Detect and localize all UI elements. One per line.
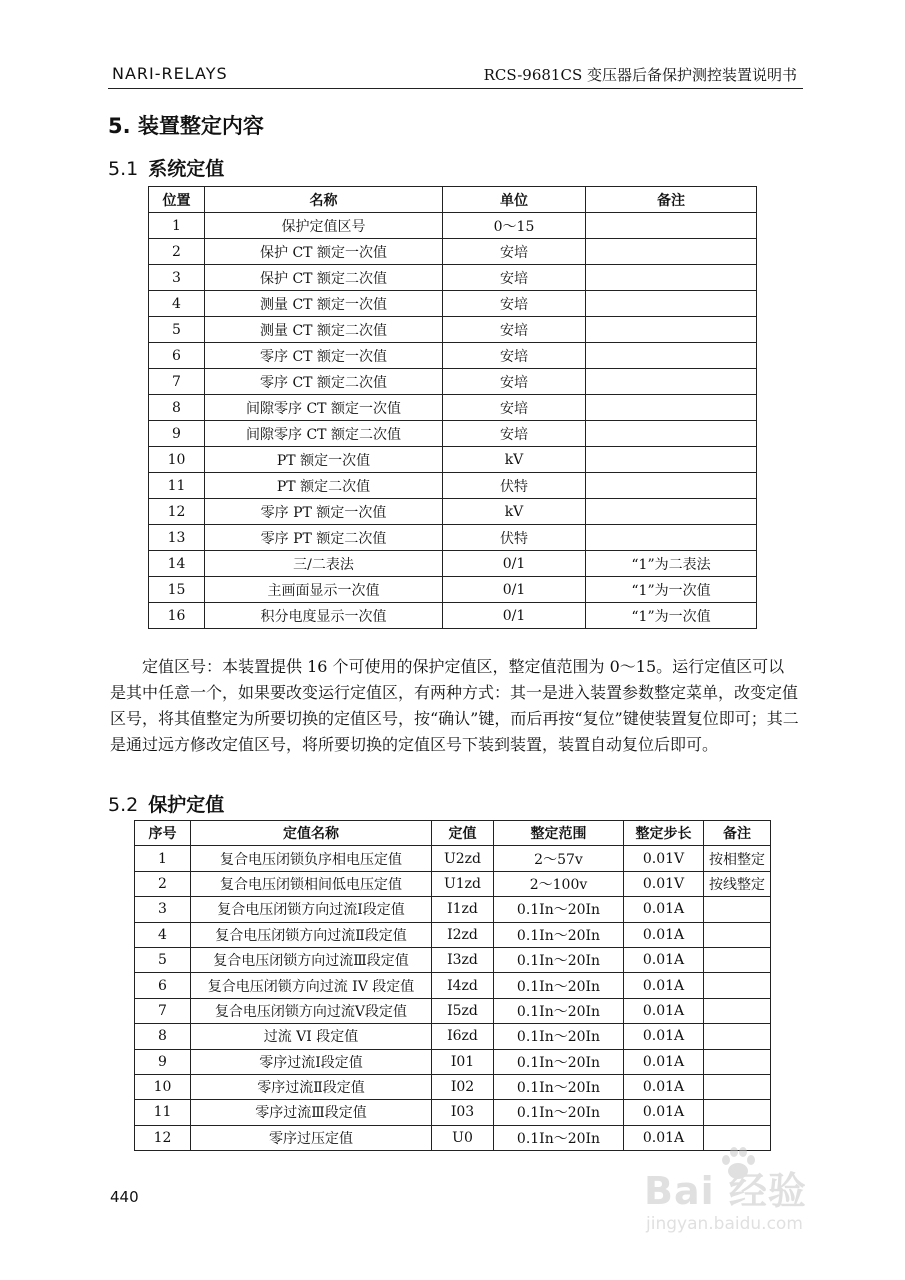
cell-unit: 安培 xyxy=(443,239,586,265)
paw-icon xyxy=(718,1144,758,1184)
cell-note xyxy=(704,947,771,972)
cell-index: 1 xyxy=(135,846,191,871)
cell-unit: 安培 xyxy=(443,265,586,291)
cell-symbol: I2zd xyxy=(432,922,494,947)
cell-range: 0.1In～20In xyxy=(494,1024,624,1049)
table-row xyxy=(135,998,771,1023)
table-row xyxy=(135,1074,771,1099)
cell-name: 零序 CT 额定二次值 xyxy=(205,369,443,395)
column-header-note: 备注 xyxy=(704,821,771,846)
cell-step: 0.01A xyxy=(624,998,704,1023)
cell-name: 间隙零序 CT 额定一次值 xyxy=(205,395,443,421)
cell-setting-name: 复合电压闭锁方向过流 IV 段定值 xyxy=(191,973,432,998)
cell-step: 0.01A xyxy=(624,1024,704,1049)
cell-step: 0.01A xyxy=(624,947,704,972)
cell-note xyxy=(704,1074,771,1099)
table-row xyxy=(135,897,771,922)
cell-symbol: I02 xyxy=(432,1074,494,1099)
cell-symbol: I01 xyxy=(432,1049,494,1074)
cell-unit: 伏特 xyxy=(443,525,586,551)
cell-position: 13 xyxy=(149,525,205,551)
cell-note xyxy=(586,395,757,421)
table-row xyxy=(135,1049,771,1074)
cell-note: 按线整定 xyxy=(704,871,771,896)
cell-index: 9 xyxy=(135,1049,191,1074)
cell-setting-name: 零序过流Ⅰ段定值 xyxy=(191,1049,432,1074)
cell-note xyxy=(586,343,757,369)
cell-note: “1”为一次值 xyxy=(586,577,757,603)
column-header-range: 整定范围 xyxy=(494,821,624,846)
cell-index: 12 xyxy=(135,1125,191,1150)
table-row xyxy=(135,922,771,947)
cell-note xyxy=(586,265,757,291)
table-row xyxy=(149,421,757,447)
cell-position: 7 xyxy=(149,369,205,395)
cell-range: 0.1In～20In xyxy=(494,947,624,972)
cell-note xyxy=(586,317,757,343)
cell-unit: 0/1 xyxy=(443,603,586,629)
cell-note xyxy=(586,213,757,239)
cell-unit: 安培 xyxy=(443,317,586,343)
cell-range: 0.1In～20In xyxy=(494,998,624,1023)
cell-position: 14 xyxy=(149,551,205,577)
cell-index: 7 xyxy=(135,998,191,1023)
cell-setting-name: 复合电压闭锁相间低电压定值 xyxy=(191,871,432,896)
cell-setting-name: 过流 VI 段定值 xyxy=(191,1024,432,1049)
cell-unit: 安培 xyxy=(443,421,586,447)
cell-note xyxy=(704,1024,771,1049)
cell-note xyxy=(586,525,757,551)
cell-name: 保护 CT 额定二次值 xyxy=(205,265,443,291)
table-row xyxy=(149,525,757,551)
column-header-setting-name: 定值名称 xyxy=(191,821,432,846)
cell-setting-name: 复合电压闭锁方向过流Ⅴ段定值 xyxy=(191,998,432,1023)
table-row xyxy=(149,213,757,239)
cell-index: 6 xyxy=(135,973,191,998)
cell-range: 0.1In～20In xyxy=(494,1074,624,1099)
cell-name: 测量 CT 额定一次值 xyxy=(205,291,443,317)
table-row xyxy=(149,239,757,265)
table-row xyxy=(149,291,757,317)
cell-step: 0.01A xyxy=(624,922,704,947)
cell-range: 2～100v xyxy=(494,871,624,896)
cell-note xyxy=(586,499,757,525)
cell-position: 11 xyxy=(149,473,205,499)
column-header-symbol: 定值 xyxy=(432,821,494,846)
cell-note xyxy=(704,922,771,947)
system-settings-table xyxy=(148,186,757,629)
cell-note xyxy=(704,973,771,998)
cell-position: 4 xyxy=(149,291,205,317)
cell-note xyxy=(704,1100,771,1125)
cell-note xyxy=(586,447,757,473)
column-header-name: 名称 xyxy=(205,187,443,213)
table-row xyxy=(135,1100,771,1125)
cell-step: 0.01A xyxy=(624,973,704,998)
cell-index: 4 xyxy=(135,922,191,947)
cell-name: 保护定值区号 xyxy=(205,213,443,239)
cell-step: 0.01V xyxy=(624,846,704,871)
cell-symbol: U1zd xyxy=(432,871,494,896)
table-row xyxy=(149,499,757,525)
cell-setting-name: 复合电压闭锁方向过流Ⅲ段定值 xyxy=(191,947,432,972)
cell-note xyxy=(586,291,757,317)
cell-symbol: U0 xyxy=(432,1125,494,1150)
cell-range: 0.1In～20In xyxy=(494,973,624,998)
cell-name: 零序 PT 额定一次值 xyxy=(205,499,443,525)
cell-unit: 伏特 xyxy=(443,473,586,499)
cell-range: 0.1In～20In xyxy=(494,1100,624,1125)
cell-symbol: I4zd xyxy=(432,973,494,998)
cell-name: 积分电度显示一次值 xyxy=(205,603,443,629)
cell-position: 5 xyxy=(149,317,205,343)
cell-note: “1”为二表法 xyxy=(586,551,757,577)
column-header-step: 整定步长 xyxy=(624,821,704,846)
cell-name: 零序 CT 额定一次值 xyxy=(205,343,443,369)
cell-unit: 安培 xyxy=(443,291,586,317)
header-rule xyxy=(108,88,803,89)
cell-range: 0.1In～20In xyxy=(494,1125,624,1150)
page-number: 440 xyxy=(110,1188,139,1206)
cell-position: 9 xyxy=(149,421,205,447)
table-row xyxy=(149,317,757,343)
table-row xyxy=(149,265,757,291)
section-title: 装置整定内容 xyxy=(137,114,264,138)
cell-index: 2 xyxy=(135,871,191,896)
cell-position: 15 xyxy=(149,577,205,603)
cell-setting-name: 零序过流Ⅲ段定值 xyxy=(191,1100,432,1125)
cell-unit: 安培 xyxy=(443,369,586,395)
table-row xyxy=(135,846,771,871)
cell-range: 0.1In～20In xyxy=(494,922,624,947)
column-header-index: 序号 xyxy=(135,821,191,846)
cell-note xyxy=(704,897,771,922)
cell-note xyxy=(704,998,771,1023)
section-number: 5. xyxy=(108,114,131,138)
cell-position: 1 xyxy=(149,213,205,239)
table-row xyxy=(135,871,771,896)
subsection-heading-system xyxy=(108,154,224,181)
table-row xyxy=(149,577,757,603)
watermark-url: jingyan.baidu.com xyxy=(646,1214,803,1234)
cell-setting-name: 零序过流Ⅱ段定值 xyxy=(191,1074,432,1099)
table-row xyxy=(149,551,757,577)
cell-name: 间隙零序 CT 额定二次值 xyxy=(205,421,443,447)
cell-setting-name: 复合电压闭锁负序相电压定值 xyxy=(191,846,432,871)
subsection-number: 5.2 xyxy=(108,794,139,816)
cell-name: PT 额定一次值 xyxy=(205,447,443,473)
cell-unit: 0～15 xyxy=(443,213,586,239)
cell-name: 主画面显示一次值 xyxy=(205,577,443,603)
cell-name: 三/二表法 xyxy=(205,551,443,577)
setting-zone-paragraph: 定值区号：本装置提供 16 个可使用的保护定值区，整定值范围为 0～15。运行定值区可以是其中任意一个，如果要改变运行定值区，有两种方式：其一是进入装置参数整定菜单，改变定值区号，将其值整定为所要切换的定值区号，按“确认”键，而后再按“复位”键使装置复位即可；其二是通过远方修改定值区号，将所要切换的定值区号下装到装置，装置自动复位后即可。 xyxy=(110,657,799,754)
column-header-position: 位置 xyxy=(149,187,205,213)
cell-index: 5 xyxy=(135,947,191,972)
header-doc-title: RCS-9681CS 变压器后备保护测控装置说明书 xyxy=(483,66,797,84)
cell-unit: kV xyxy=(443,499,586,525)
cell-note xyxy=(586,473,757,499)
watermark-logo xyxy=(630,1140,840,1250)
cell-step: 0.01A xyxy=(624,1125,704,1150)
watermark-brand: Bai 经验 xyxy=(644,1169,807,1213)
subsection-title: 保护定值 xyxy=(148,794,225,816)
cell-index: 11 xyxy=(135,1100,191,1125)
cell-step: 0.01A xyxy=(624,1074,704,1099)
header-brand: NARI-RELAYS xyxy=(112,64,228,83)
subsection-number: 5.1 xyxy=(108,158,139,180)
table-row xyxy=(149,395,757,421)
cell-step: 0.01A xyxy=(624,1100,704,1125)
cell-range: 2～57v xyxy=(494,846,624,871)
cell-step: 0.01A xyxy=(624,897,704,922)
cell-note xyxy=(704,1049,771,1074)
cell-symbol: I5zd xyxy=(432,998,494,1023)
section-heading xyxy=(108,110,264,140)
cell-index: 3 xyxy=(135,897,191,922)
cell-unit: 安培 xyxy=(443,343,586,369)
cell-step: 0.01V xyxy=(624,871,704,896)
table-row xyxy=(149,369,757,395)
cell-unit: 安培 xyxy=(443,395,586,421)
cell-note: “1”为一次值 xyxy=(586,603,757,629)
table-row xyxy=(135,973,771,998)
cell-name: PT 额定二次值 xyxy=(205,473,443,499)
subsection-title: 系统定值 xyxy=(148,158,225,180)
cell-name: 测量 CT 额定二次值 xyxy=(205,317,443,343)
cell-setting-name: 零序过压定值 xyxy=(191,1125,432,1150)
cell-note xyxy=(586,421,757,447)
table-row xyxy=(135,947,771,972)
cell-unit: kV xyxy=(443,447,586,473)
cell-symbol: U2zd xyxy=(432,846,494,871)
cell-position: 3 xyxy=(149,265,205,291)
cell-position: 16 xyxy=(149,603,205,629)
cell-index: 10 xyxy=(135,1074,191,1099)
cell-position: 10 xyxy=(149,447,205,473)
subsection-heading-protection xyxy=(108,790,224,817)
cell-note xyxy=(586,369,757,395)
column-header-unit: 单位 xyxy=(443,187,586,213)
cell-symbol: I03 xyxy=(432,1100,494,1125)
table-row xyxy=(135,1024,771,1049)
cell-range: 0.1In～20In xyxy=(494,897,624,922)
column-header-note: 备注 xyxy=(586,187,757,213)
cell-unit: 0/1 xyxy=(443,551,586,577)
table-row xyxy=(149,447,757,473)
protection-settings-table xyxy=(134,820,771,1151)
cell-note xyxy=(586,239,757,265)
cell-index: 8 xyxy=(135,1024,191,1049)
table-row xyxy=(149,473,757,499)
cell-position: 12 xyxy=(149,499,205,525)
cell-position: 2 xyxy=(149,239,205,265)
cell-symbol: I6zd xyxy=(432,1024,494,1049)
cell-symbol: I1zd xyxy=(432,897,494,922)
table-row xyxy=(149,603,757,629)
cell-name: 保护 CT 额定一次值 xyxy=(205,239,443,265)
cell-setting-name: 复合电压闭锁方向过流Ⅰ段定值 xyxy=(191,897,432,922)
cell-position: 8 xyxy=(149,395,205,421)
cell-position: 6 xyxy=(149,343,205,369)
cell-range: 0.1In～20In xyxy=(494,1049,624,1074)
cell-unit: 0/1 xyxy=(443,577,586,603)
cell-setting-name: 复合电压闭锁方向过流Ⅱ段定值 xyxy=(191,922,432,947)
cell-symbol: I3zd xyxy=(432,947,494,972)
cell-note: 按相整定 xyxy=(704,846,771,871)
cell-step: 0.01A xyxy=(624,1049,704,1074)
table-row xyxy=(149,343,757,369)
cell-name: 零序 PT 额定二次值 xyxy=(205,525,443,551)
